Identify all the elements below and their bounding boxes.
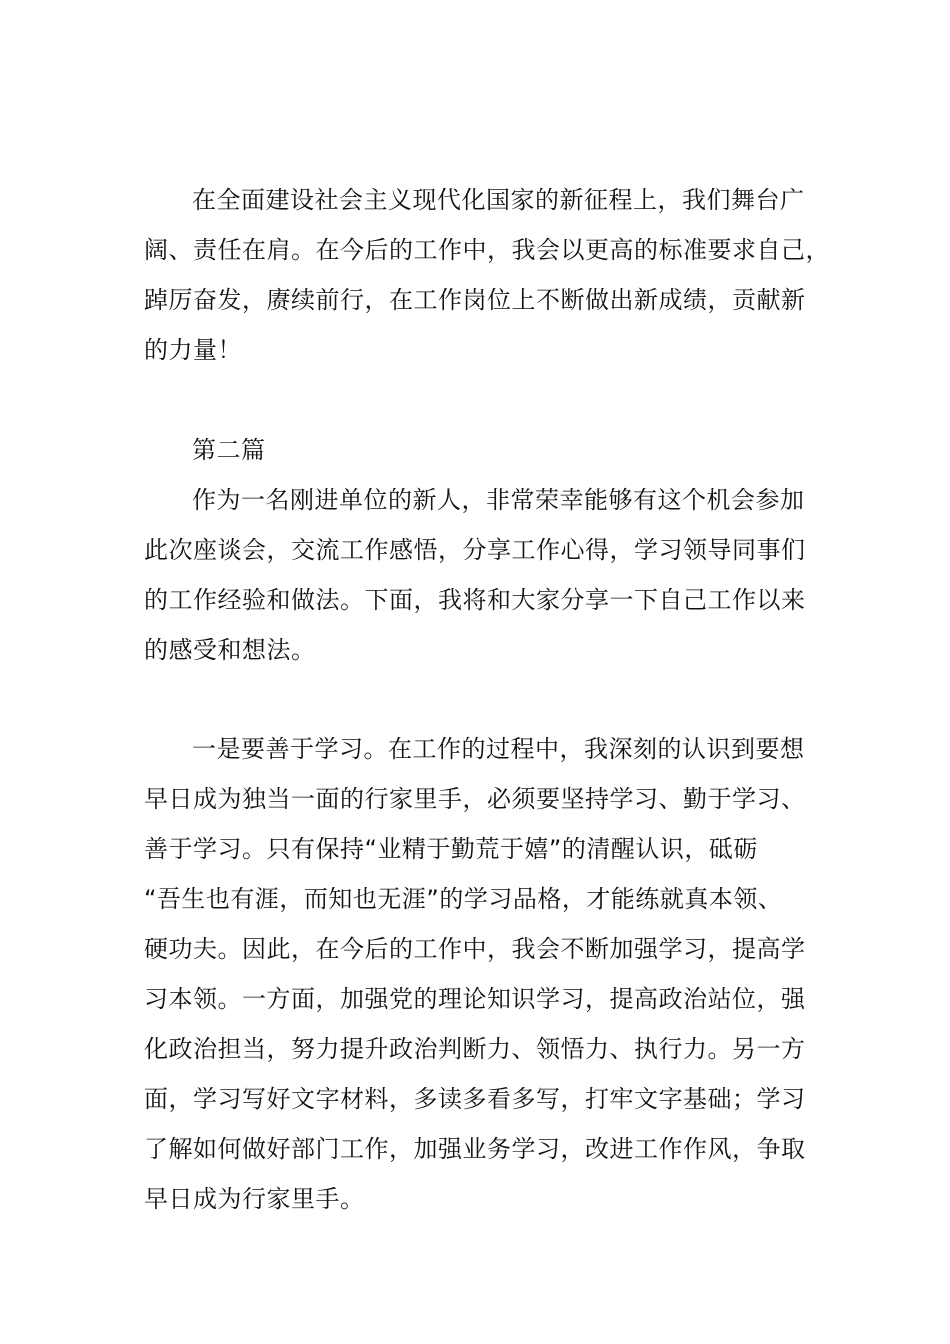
paragraph-line: 此次座谈会，交流工作感悟，分享工作心得，学习领导同事们 [144, 536, 806, 564]
paragraph-line: 的感受和想法。 [144, 636, 316, 664]
paragraph-1 [144, 175, 830, 375]
paragraph-line: 习本领。一方面，加强党的理论知识学习，提高政治站位，强 [144, 985, 806, 1013]
paragraph-line: 在全面建设社会主义现代化国家的新征程上，我们舞台广 [192, 186, 805, 214]
paragraph-line: 作为一名刚进单位的新人，非常荣幸能够有这个机会参加 [192, 486, 805, 514]
paragraph-line: 的力量！ [144, 336, 242, 364]
paragraph-line: 善于学习。只有保持“业精于勤荒于嬉”的清醒认识，砥砺 [144, 835, 758, 863]
section-title: 第二篇 [192, 436, 266, 464]
paragraph-line: 的工作经验和做法。下面，我将和大家分享一下自己工作以来 [144, 586, 806, 614]
paragraph-line: “吾生也有涯，而知也无涯”的学习品格，才能练就真本领、 [144, 885, 783, 913]
paragraph-line: 化政治担当，努力提升政治判断力、领悟力、执行力。另一方 [144, 1035, 806, 1063]
paragraph-line: 面，学习写好文字材料，多读多看多写，打牢文字基础；学习 [144, 1085, 806, 1113]
paragraph-line: 了解如何做好部门工作，加强业务学习，改进工作作风，争取 [144, 1135, 806, 1163]
paragraph-line: 一是要善于学习。在工作的过程中，我深刻的认识到要想 [192, 735, 805, 763]
paragraph-line: 阔、责任在肩。在今后的工作中，我会以更高的标准要求自己， [144, 236, 830, 264]
paragraph-line: 踔厉奋发，赓续前行，在工作岗位上不断做出新成绩，贡献新 [144, 286, 806, 314]
paragraph-2 [144, 475, 814, 675]
paragraph-line: 硬功夫。因此，在今后的工作中，我会不断加强学习，提高学 [144, 935, 806, 963]
paragraph-line: 早日成为独当一面的行家里手，必须要坚持学习、勤于学习、 [144, 785, 806, 813]
paragraph-3 [144, 724, 814, 1224]
paragraph-line: 早日成为行家里手。 [144, 1185, 365, 1213]
